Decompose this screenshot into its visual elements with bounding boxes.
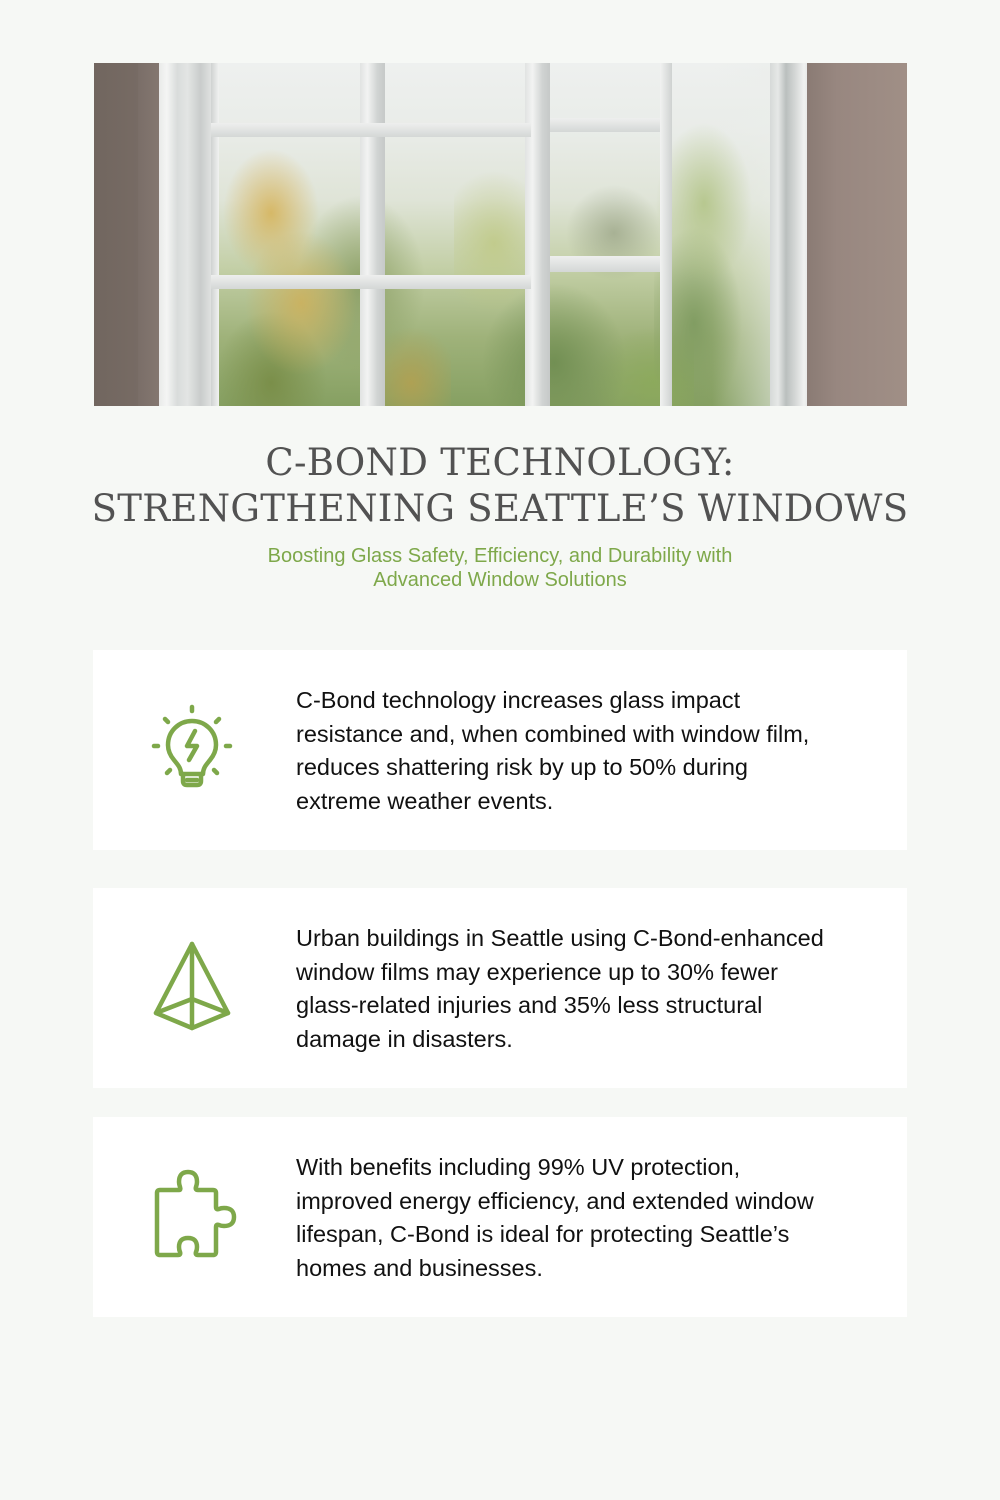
window-sash-left bbox=[211, 63, 219, 406]
info-card-benefits bbox=[93, 1117, 907, 1317]
title-line-1: C-BOND TECHNOLOGY: bbox=[265, 441, 735, 484]
card-text: Urban buildings in Seattle using C-Bond-enhanced window films may experience up to 30% fewer glass-related injuries and 35% less structural damage in disasters. bbox=[296, 925, 824, 1052]
card-text: C-Bond technology increases glass impact resistance and, when combined with window film, reduces shattering risk by up to 50% during extreme weather events. bbox=[296, 687, 810, 814]
wall-right bbox=[807, 63, 907, 406]
subtitle-line-2: Advanced Window Solutions bbox=[373, 569, 627, 591]
window-sash-right bbox=[660, 63, 672, 406]
window-mullion-2 bbox=[525, 63, 550, 406]
window-frame-right bbox=[770, 63, 810, 406]
pyramid-icon bbox=[145, 936, 245, 1036]
puzzle-piece-icon bbox=[145, 1165, 245, 1265]
card-text: With benefits including 99% UV protection, improved energy efficiency, and extended window lifespan, C-Bond is ideal for protecting Seattle’s homes and businesses. bbox=[296, 1154, 814, 1281]
window-muntin-right-upper bbox=[550, 118, 660, 132]
window-frame-left bbox=[159, 63, 211, 406]
hero-window-photo bbox=[94, 63, 907, 406]
page-title bbox=[0, 440, 1000, 532]
info-card-urban-safety bbox=[93, 888, 907, 1088]
lightbulb-bolt-icon bbox=[145, 697, 245, 797]
window-mullion-1 bbox=[360, 63, 385, 406]
title-line-2: STRENGTHENING SEATTLE’S WINDOWS bbox=[91, 487, 909, 530]
info-card-impact-resistance bbox=[93, 650, 907, 850]
window-muntin-upper bbox=[211, 123, 531, 137]
wall-left-trim bbox=[138, 63, 159, 406]
window-muntin-right-lower bbox=[550, 256, 660, 272]
window-muntin-lower bbox=[211, 275, 531, 289]
subtitle-line-1: Boosting Glass Safety, Efficiency, and Durability with bbox=[267, 545, 733, 567]
page-subtitle bbox=[0, 544, 1000, 592]
